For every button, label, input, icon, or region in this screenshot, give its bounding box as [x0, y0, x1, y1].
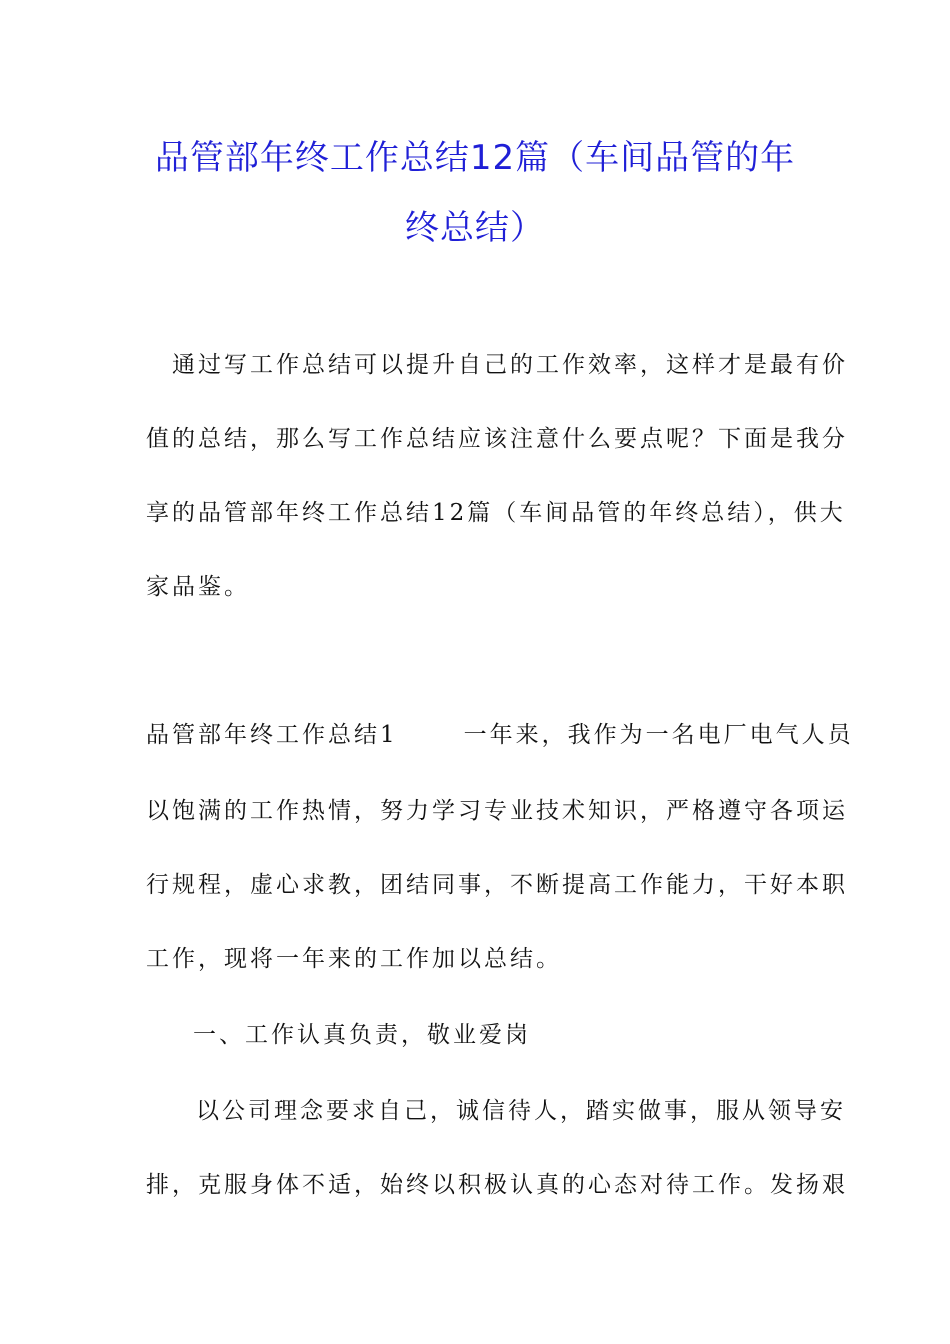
intro-line-4: 家品鉴。	[146, 574, 250, 600]
section-1-first-line	[146, 716, 854, 749]
intro-line-3: 享的品管部年终工作总结12篇（车间品管的年终总结），供大	[146, 500, 846, 526]
section-1-heading: 品管部年终工作总结1	[146, 722, 398, 748]
section-1-line-3: 行规程，虚心求教，团结同事，不断提高工作能力，干好本职	[146, 872, 848, 898]
section-1-para-line-1: 以公司理念要求自己，诚信待人，踏实做事，服从领导安	[196, 1098, 846, 1124]
section-1-line-2: 以饱满的工作热情，努力学习专业技术知识，严格遵守各项运	[146, 798, 848, 824]
section-1-line-4: 工作，现将一年来的工作加以总结。	[146, 946, 562, 972]
intro-line-1: 通过写工作总结可以提升自己的工作效率，这样才是最有价	[172, 352, 848, 378]
document-title-line-1: 品管部年终工作总结12篇（车间品管的年	[154, 138, 796, 178]
section-1-first-line-text: 一年来，我作为一名电厂电气人员	[463, 722, 854, 748]
document-title-line-2: 终总结）	[405, 208, 545, 248]
intro-line-2: 值的总结，那么写工作总结应该注意什么要点呢？下面是我分	[146, 426, 848, 452]
section-1-subheading: 一、工作认真负责，敬业爱岗	[193, 1022, 531, 1048]
section-1-para-line-2: 排，克服身体不适，始终以积极认真的心态对待工作。发扬艰	[146, 1172, 848, 1198]
